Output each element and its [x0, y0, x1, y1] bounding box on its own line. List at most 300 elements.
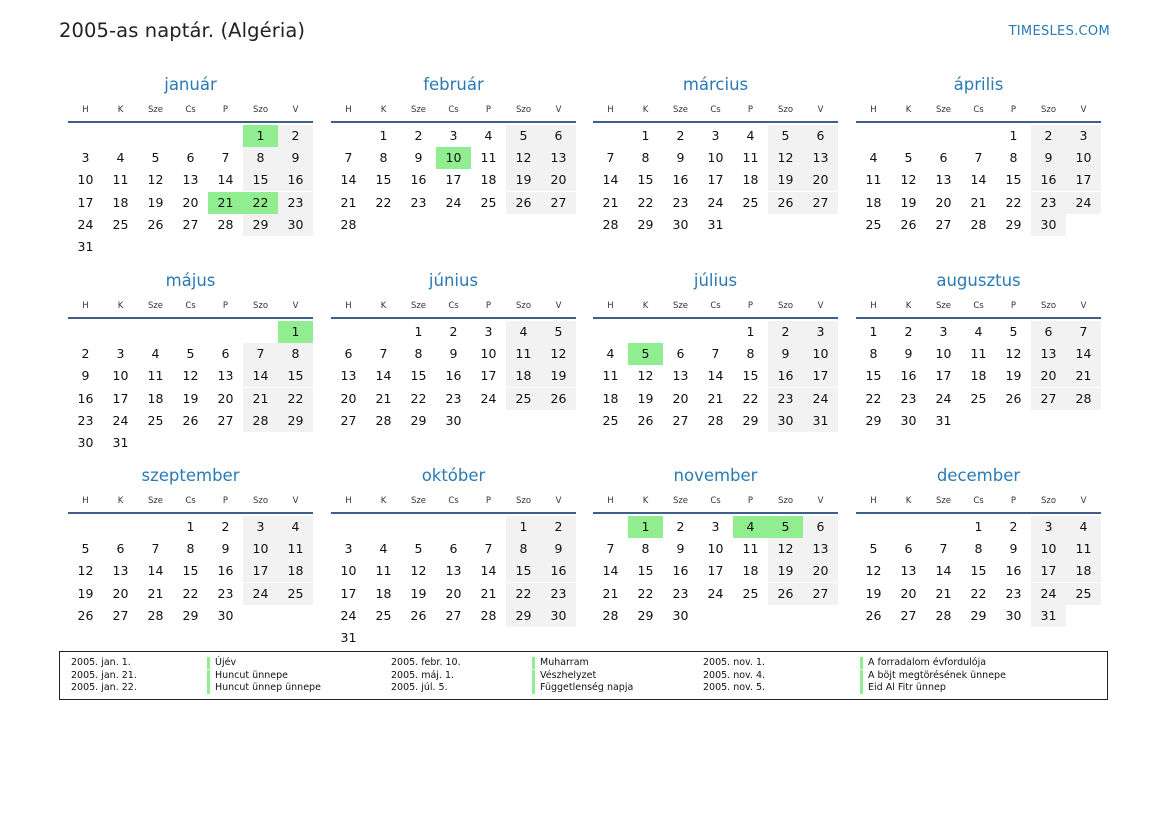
day-cell: 21 — [480, 585, 497, 601]
weekday-label: V — [292, 496, 299, 506]
day-cell: 27 — [672, 412, 689, 428]
day-cell: 18 — [742, 172, 759, 188]
day-cell: 12 — [77, 563, 94, 579]
day-cell: 15 — [742, 368, 759, 384]
day-cell: 25 — [278, 583, 313, 605]
weekday-label: Cs — [448, 105, 459, 115]
day-cell: 21 — [970, 194, 987, 210]
day-cell: 21 — [707, 390, 724, 406]
weekday-header — [331, 494, 576, 514]
legend-holiday-name: A forradalom évfordulója — [860, 657, 986, 669]
holiday-day-cell: 1 — [243, 125, 278, 147]
day-cell: 12 — [506, 147, 541, 169]
day-cell: 15 — [182, 563, 199, 579]
day-cell: 9 — [81, 368, 90, 384]
weekday-label: P — [485, 496, 492, 506]
holiday-day-cell: 5 — [628, 343, 663, 365]
day-cell: 19 — [1005, 368, 1022, 384]
day-cell: 13 — [803, 538, 838, 560]
day-cell: 31 — [112, 435, 129, 450]
day-cell: 27 — [340, 412, 357, 428]
legend-holiday-name: Muharram — [532, 657, 589, 669]
day-cell: 26 — [768, 192, 803, 214]
weekday-label: Sze — [147, 301, 164, 311]
day-cell: 22 — [970, 585, 987, 601]
day-cell: 24 — [480, 390, 497, 406]
day-cell: 21 — [243, 388, 278, 410]
day-cell: 1 — [186, 519, 195, 534]
day-cell: 4 — [484, 128, 493, 143]
day-cell: 24 — [340, 607, 357, 623]
day-cell: 7 — [379, 346, 388, 362]
day-cell: 9 — [768, 343, 803, 365]
day-cell: 3 — [711, 519, 720, 534]
day-cell: 28 — [480, 607, 497, 623]
day-cell: 27 — [541, 192, 576, 214]
weekday-label: P — [222, 105, 229, 115]
weekday-label: Szo — [252, 301, 269, 311]
day-cell: 18 — [147, 390, 164, 406]
weekday-label: Sze — [147, 105, 164, 115]
day-cell: 23 — [217, 585, 234, 601]
weekday-label: P — [1010, 105, 1017, 115]
day-cell: 22 — [637, 585, 654, 601]
day-cell: 11 — [480, 150, 497, 166]
day-cell: 15 — [243, 169, 278, 191]
day-cell: 20 — [900, 585, 917, 601]
day-cell: 30 — [445, 412, 462, 428]
day-cell: 18 — [742, 563, 759, 579]
day-cell: 3 — [484, 324, 493, 339]
day-cell: 2 — [1009, 519, 1018, 534]
weekday-label: Sze — [147, 496, 164, 506]
day-cell: 13 — [445, 563, 462, 579]
day-cell: 29 — [742, 412, 759, 428]
weekday-header — [856, 103, 1101, 123]
day-cell: 7 — [974, 150, 983, 166]
day-cell: 2 — [449, 324, 458, 339]
day-cell: 12 — [410, 563, 427, 579]
day-cell: 5 — [768, 125, 803, 147]
day-cell: 20 — [935, 194, 952, 210]
day-cell: 22 — [742, 390, 759, 406]
weekday-label: Cs — [448, 496, 459, 506]
day-cell: 7 — [484, 541, 493, 557]
day-cell: 14 — [480, 563, 497, 579]
day-cell: 2 — [541, 516, 576, 538]
day-cell: 14 — [935, 563, 952, 579]
month-name: július — [693, 271, 738, 290]
day-cell: 1 — [974, 519, 983, 534]
day-cell: 3 — [243, 516, 278, 538]
weekday-label: Sze — [410, 496, 427, 506]
weekday-header — [331, 103, 576, 123]
day-cell: 7 — [939, 541, 948, 557]
day-cell: 26 — [900, 216, 917, 232]
month-name: november — [673, 466, 758, 485]
weekday-label: Cs — [448, 301, 459, 311]
day-cell: 20 — [217, 390, 234, 406]
day-cell: 26 — [865, 607, 882, 623]
day-cell: 4 — [278, 516, 313, 538]
day-cell: 19 — [147, 194, 164, 210]
day-cell: 2 — [1031, 125, 1066, 147]
weekday-label: V — [817, 496, 824, 506]
weekday-label: V — [555, 105, 562, 115]
holiday-legend — [59, 651, 1108, 700]
weekday-label: Szo — [777, 301, 794, 311]
day-cell: 18 — [865, 194, 882, 210]
day-cell: 28 — [147, 607, 164, 623]
day-cell: 16 — [278, 169, 313, 191]
weekday-header — [593, 494, 838, 514]
day-cell: 5 — [151, 150, 160, 166]
day-cell: 1 — [641, 128, 650, 143]
day-cell: 14 — [970, 172, 987, 188]
day-cell: 23 — [410, 194, 427, 210]
day-cell: 15 — [970, 563, 987, 579]
day-cell: 22 — [865, 390, 882, 406]
day-cell: 11 — [742, 541, 759, 557]
day-cell: 16 — [672, 563, 689, 579]
day-cell: 23 — [672, 194, 689, 210]
day-cell: 3 — [81, 150, 90, 166]
day-cell: 24 — [803, 388, 838, 410]
day-cell: 29 — [1005, 216, 1022, 232]
day-cell: 25 — [742, 194, 759, 210]
day-cell: 28 — [602, 216, 619, 232]
day-cell: 16 — [217, 563, 234, 579]
day-cell: 23 — [278, 192, 313, 214]
day-cell: 17 — [112, 390, 129, 406]
day-cell: 31 — [935, 412, 952, 428]
weekday-label: Sze — [672, 105, 689, 115]
day-cell: 21 — [602, 194, 619, 210]
day-cell: 10 — [707, 541, 724, 557]
day-cell: 14 — [602, 172, 619, 188]
day-cell: 8 — [1009, 150, 1018, 166]
day-cell: 14 — [1066, 343, 1101, 365]
day-cell: 3 — [939, 324, 948, 339]
weekday-label: V — [1080, 496, 1087, 506]
day-cell: 25 — [480, 194, 497, 210]
day-cell: 28 — [970, 216, 987, 232]
day-cell: 25 — [147, 412, 164, 428]
day-cell: 9 — [278, 147, 313, 169]
day-cell: 13 — [182, 172, 199, 188]
day-cell: 14 — [243, 365, 278, 387]
day-cell: 12 — [637, 368, 654, 384]
day-cell: 25 — [602, 412, 619, 428]
day-cell: 15 — [637, 172, 654, 188]
day-cell: 8 — [414, 346, 423, 362]
weekday-label: K — [905, 496, 912, 506]
day-cell: 23 — [77, 412, 94, 428]
day-cell: 6 — [186, 150, 195, 166]
weekday-label: Szo — [252, 105, 269, 115]
day-cell: 29 — [637, 216, 654, 232]
weekday-label: V — [1080, 301, 1087, 311]
day-cell: 10 — [935, 346, 952, 362]
day-cell: 15 — [865, 368, 882, 384]
day-cell: 9 — [221, 541, 230, 557]
day-cell: 27 — [182, 216, 199, 232]
day-cell: 18 — [506, 365, 541, 387]
day-cell: 7 — [151, 541, 160, 557]
day-cell: 19 — [182, 390, 199, 406]
weekday-label: P — [747, 301, 754, 311]
day-cell: 25 — [375, 607, 392, 623]
day-cell: 9 — [541, 538, 576, 560]
day-cell: 11 — [742, 150, 759, 166]
day-cell: 12 — [147, 172, 164, 188]
day-cell: 31 — [707, 216, 724, 232]
day-cell: 8 — [186, 541, 195, 557]
weekday-header — [856, 299, 1101, 319]
day-cell: 29 — [865, 412, 882, 428]
day-cell: 29 — [410, 412, 427, 428]
weekday-label: Szo — [252, 496, 269, 506]
weekday-label: H — [82, 496, 89, 506]
day-cell: 20 — [803, 560, 838, 582]
weekday-label: Cs — [185, 301, 196, 311]
page-title: 2005-as naptár. (Algéria) — [59, 19, 306, 42]
day-cell: 20 — [445, 585, 462, 601]
day-cell: 3 — [1066, 125, 1101, 147]
day-cell: 26 — [506, 192, 541, 214]
weekday-label: K — [905, 301, 912, 311]
day-cell: 30 — [77, 435, 94, 450]
weekday-label: K — [905, 105, 912, 115]
day-cell: 29 — [970, 607, 987, 623]
weekday-header — [68, 103, 313, 123]
day-cell: 2 — [81, 346, 90, 362]
day-cell: 2 — [904, 324, 913, 339]
day-cell: 6 — [1031, 321, 1066, 343]
day-cell: 31 — [1031, 605, 1066, 627]
holiday-day-cell: 1 — [278, 321, 313, 343]
day-cell: 23 — [768, 388, 803, 410]
day-cell: 9 — [414, 150, 423, 166]
legend-holiday-name: Függetlenség napja — [532, 682, 633, 694]
day-cell: 6 — [541, 125, 576, 147]
day-cell: 11 — [970, 346, 987, 362]
day-cell: 18 — [602, 390, 619, 406]
day-cell: 2 — [278, 125, 313, 147]
day-cell: 13 — [935, 172, 952, 188]
day-cell: 23 — [900, 390, 917, 406]
day-cell: 6 — [803, 516, 838, 538]
day-cell: 21 — [147, 585, 164, 601]
day-cell: 19 — [506, 169, 541, 191]
day-cell: 10 — [707, 150, 724, 166]
weekday-header — [593, 103, 838, 123]
legend-holiday-name: Újév — [207, 657, 236, 669]
weekday-label: Sze — [410, 301, 427, 311]
brand-link[interactable]: TIMESLES.COM — [1008, 24, 1110, 39]
day-cell: 1 — [379, 128, 388, 143]
day-cell: 10 — [1066, 147, 1101, 169]
day-cell: 26 — [147, 216, 164, 232]
day-cell: 11 — [112, 172, 129, 188]
legend-date: 2005. febr. 10. — [391, 657, 461, 668]
day-cell: 7 — [221, 150, 230, 166]
day-cell: 15 — [278, 365, 313, 387]
month-name: április — [953, 75, 1004, 94]
weekday-label: P — [222, 301, 229, 311]
day-cell: 28 — [602, 607, 619, 623]
day-cell: 8 — [974, 541, 983, 557]
day-cell: 9 — [449, 346, 458, 362]
day-cell: 20 — [182, 194, 199, 210]
weekday-label: Cs — [710, 105, 721, 115]
day-cell: 2 — [414, 128, 423, 143]
day-cell: 5 — [506, 125, 541, 147]
day-cell: 7 — [711, 346, 720, 362]
weekday-label: Szo — [515, 301, 532, 311]
day-cell: 26 — [182, 412, 199, 428]
legend-date: 2005. júl. 5. — [391, 682, 448, 694]
holiday-day-cell: 4 — [733, 516, 768, 538]
day-cell: 6 — [344, 346, 353, 362]
day-cell: 12 — [865, 563, 882, 579]
day-cell: 5 — [186, 346, 195, 362]
day-cell: 21 — [935, 585, 952, 601]
month-name: június — [428, 271, 479, 290]
day-cell: 24 — [1066, 192, 1101, 214]
day-cell: 11 — [1066, 538, 1101, 560]
day-cell: 8 — [746, 346, 755, 362]
day-cell: 29 — [182, 607, 199, 623]
legend-date: 2005. jan. 22. — [71, 682, 137, 694]
day-cell: 13 — [340, 368, 357, 384]
weekday-label: Sze — [935, 496, 952, 506]
weekday-label: V — [292, 301, 299, 311]
day-cell: 9 — [676, 150, 685, 166]
day-cell: 4 — [151, 346, 160, 362]
day-cell: 8 — [243, 147, 278, 169]
day-cell: 10 — [480, 346, 497, 362]
day-cell: 13 — [803, 147, 838, 169]
weekday-label: P — [1010, 301, 1017, 311]
day-cell: 3 — [1031, 516, 1066, 538]
weekday-label: Sze — [672, 496, 689, 506]
day-cell: 2 — [221, 519, 230, 534]
weekday-label: P — [747, 496, 754, 506]
day-cell: 10 — [112, 368, 129, 384]
day-cell: 5 — [904, 150, 913, 166]
weekday-label: K — [642, 496, 649, 506]
day-cell: 24 — [1031, 583, 1066, 605]
weekday-label: Cs — [710, 496, 721, 506]
day-cell: 18 — [278, 560, 313, 582]
day-cell: 23 — [445, 390, 462, 406]
day-cell: 20 — [672, 390, 689, 406]
day-cell: 17 — [707, 172, 724, 188]
day-cell: 18 — [112, 194, 129, 210]
day-cell: 11 — [375, 563, 392, 579]
day-cell: 15 — [375, 172, 392, 188]
day-cell: 4 — [606, 346, 615, 362]
day-cell: 17 — [445, 172, 462, 188]
day-cell: 20 — [112, 585, 129, 601]
day-cell: 24 — [707, 194, 724, 210]
day-cell: 16 — [541, 560, 576, 582]
weekday-label: P — [222, 496, 229, 506]
day-cell: 29 — [278, 410, 313, 432]
weekday-label: H — [607, 496, 614, 506]
weekday-label: P — [485, 105, 492, 115]
weekday-label: V — [817, 301, 824, 311]
day-cell: 16 — [77, 390, 94, 406]
day-cell: 23 — [672, 585, 689, 601]
day-cell: 10 — [243, 538, 278, 560]
day-cell: 29 — [506, 605, 541, 627]
legend-holiday-name: Vészhelyzet — [532, 670, 596, 682]
day-cell: 1 — [414, 324, 423, 339]
weekday-label: H — [82, 105, 89, 115]
day-cell: 19 — [541, 365, 576, 387]
weekday-label: Sze — [672, 301, 689, 311]
day-cell: 16 — [672, 172, 689, 188]
day-cell: 7 — [606, 150, 615, 166]
day-cell: 4 — [506, 321, 541, 343]
day-cell: 24 — [77, 216, 94, 232]
weekday-label: K — [380, 496, 387, 506]
day-cell: 26 — [410, 607, 427, 623]
weekday-label: V — [1080, 105, 1087, 115]
day-cell: 25 — [112, 216, 129, 232]
day-cell: 5 — [869, 541, 878, 557]
day-cell: 25 — [506, 388, 541, 410]
day-cell: 13 — [541, 147, 576, 169]
weekday-label: Sze — [410, 105, 427, 115]
weekday-header — [68, 494, 313, 514]
weekday-header — [68, 299, 313, 319]
day-cell: 25 — [1066, 583, 1101, 605]
day-cell: 13 — [1031, 343, 1066, 365]
day-cell: 16 — [768, 365, 803, 387]
day-cell: 17 — [803, 365, 838, 387]
day-cell: 4 — [869, 150, 878, 166]
weekday-label: Szo — [1040, 301, 1057, 311]
weekday-label: H — [870, 301, 877, 311]
day-cell: 21 — [340, 194, 357, 210]
day-cell: 13 — [217, 368, 234, 384]
day-cell: 6 — [803, 125, 838, 147]
day-cell: 17 — [243, 560, 278, 582]
day-cell: 22 — [182, 585, 199, 601]
holiday-day-cell: 1 — [628, 516, 663, 538]
day-cell: 14 — [217, 172, 234, 188]
day-cell: 3 — [711, 128, 720, 143]
day-cell: 25 — [742, 585, 759, 601]
weekday-label: Sze — [935, 301, 952, 311]
day-cell: 13 — [112, 563, 129, 579]
day-cell: 9 — [1031, 147, 1066, 169]
day-cell: 26 — [541, 388, 576, 410]
weekday-label: K — [380, 105, 387, 115]
weekday-label: Cs — [710, 301, 721, 311]
day-cell: 15 — [506, 560, 541, 582]
day-cell: 12 — [768, 538, 803, 560]
day-cell: 22 — [278, 388, 313, 410]
day-cell: 4 — [1066, 516, 1101, 538]
month-name: január — [164, 75, 217, 94]
day-cell: 3 — [116, 346, 125, 362]
day-cell: 12 — [1005, 346, 1022, 362]
day-cell: 6 — [221, 346, 230, 362]
